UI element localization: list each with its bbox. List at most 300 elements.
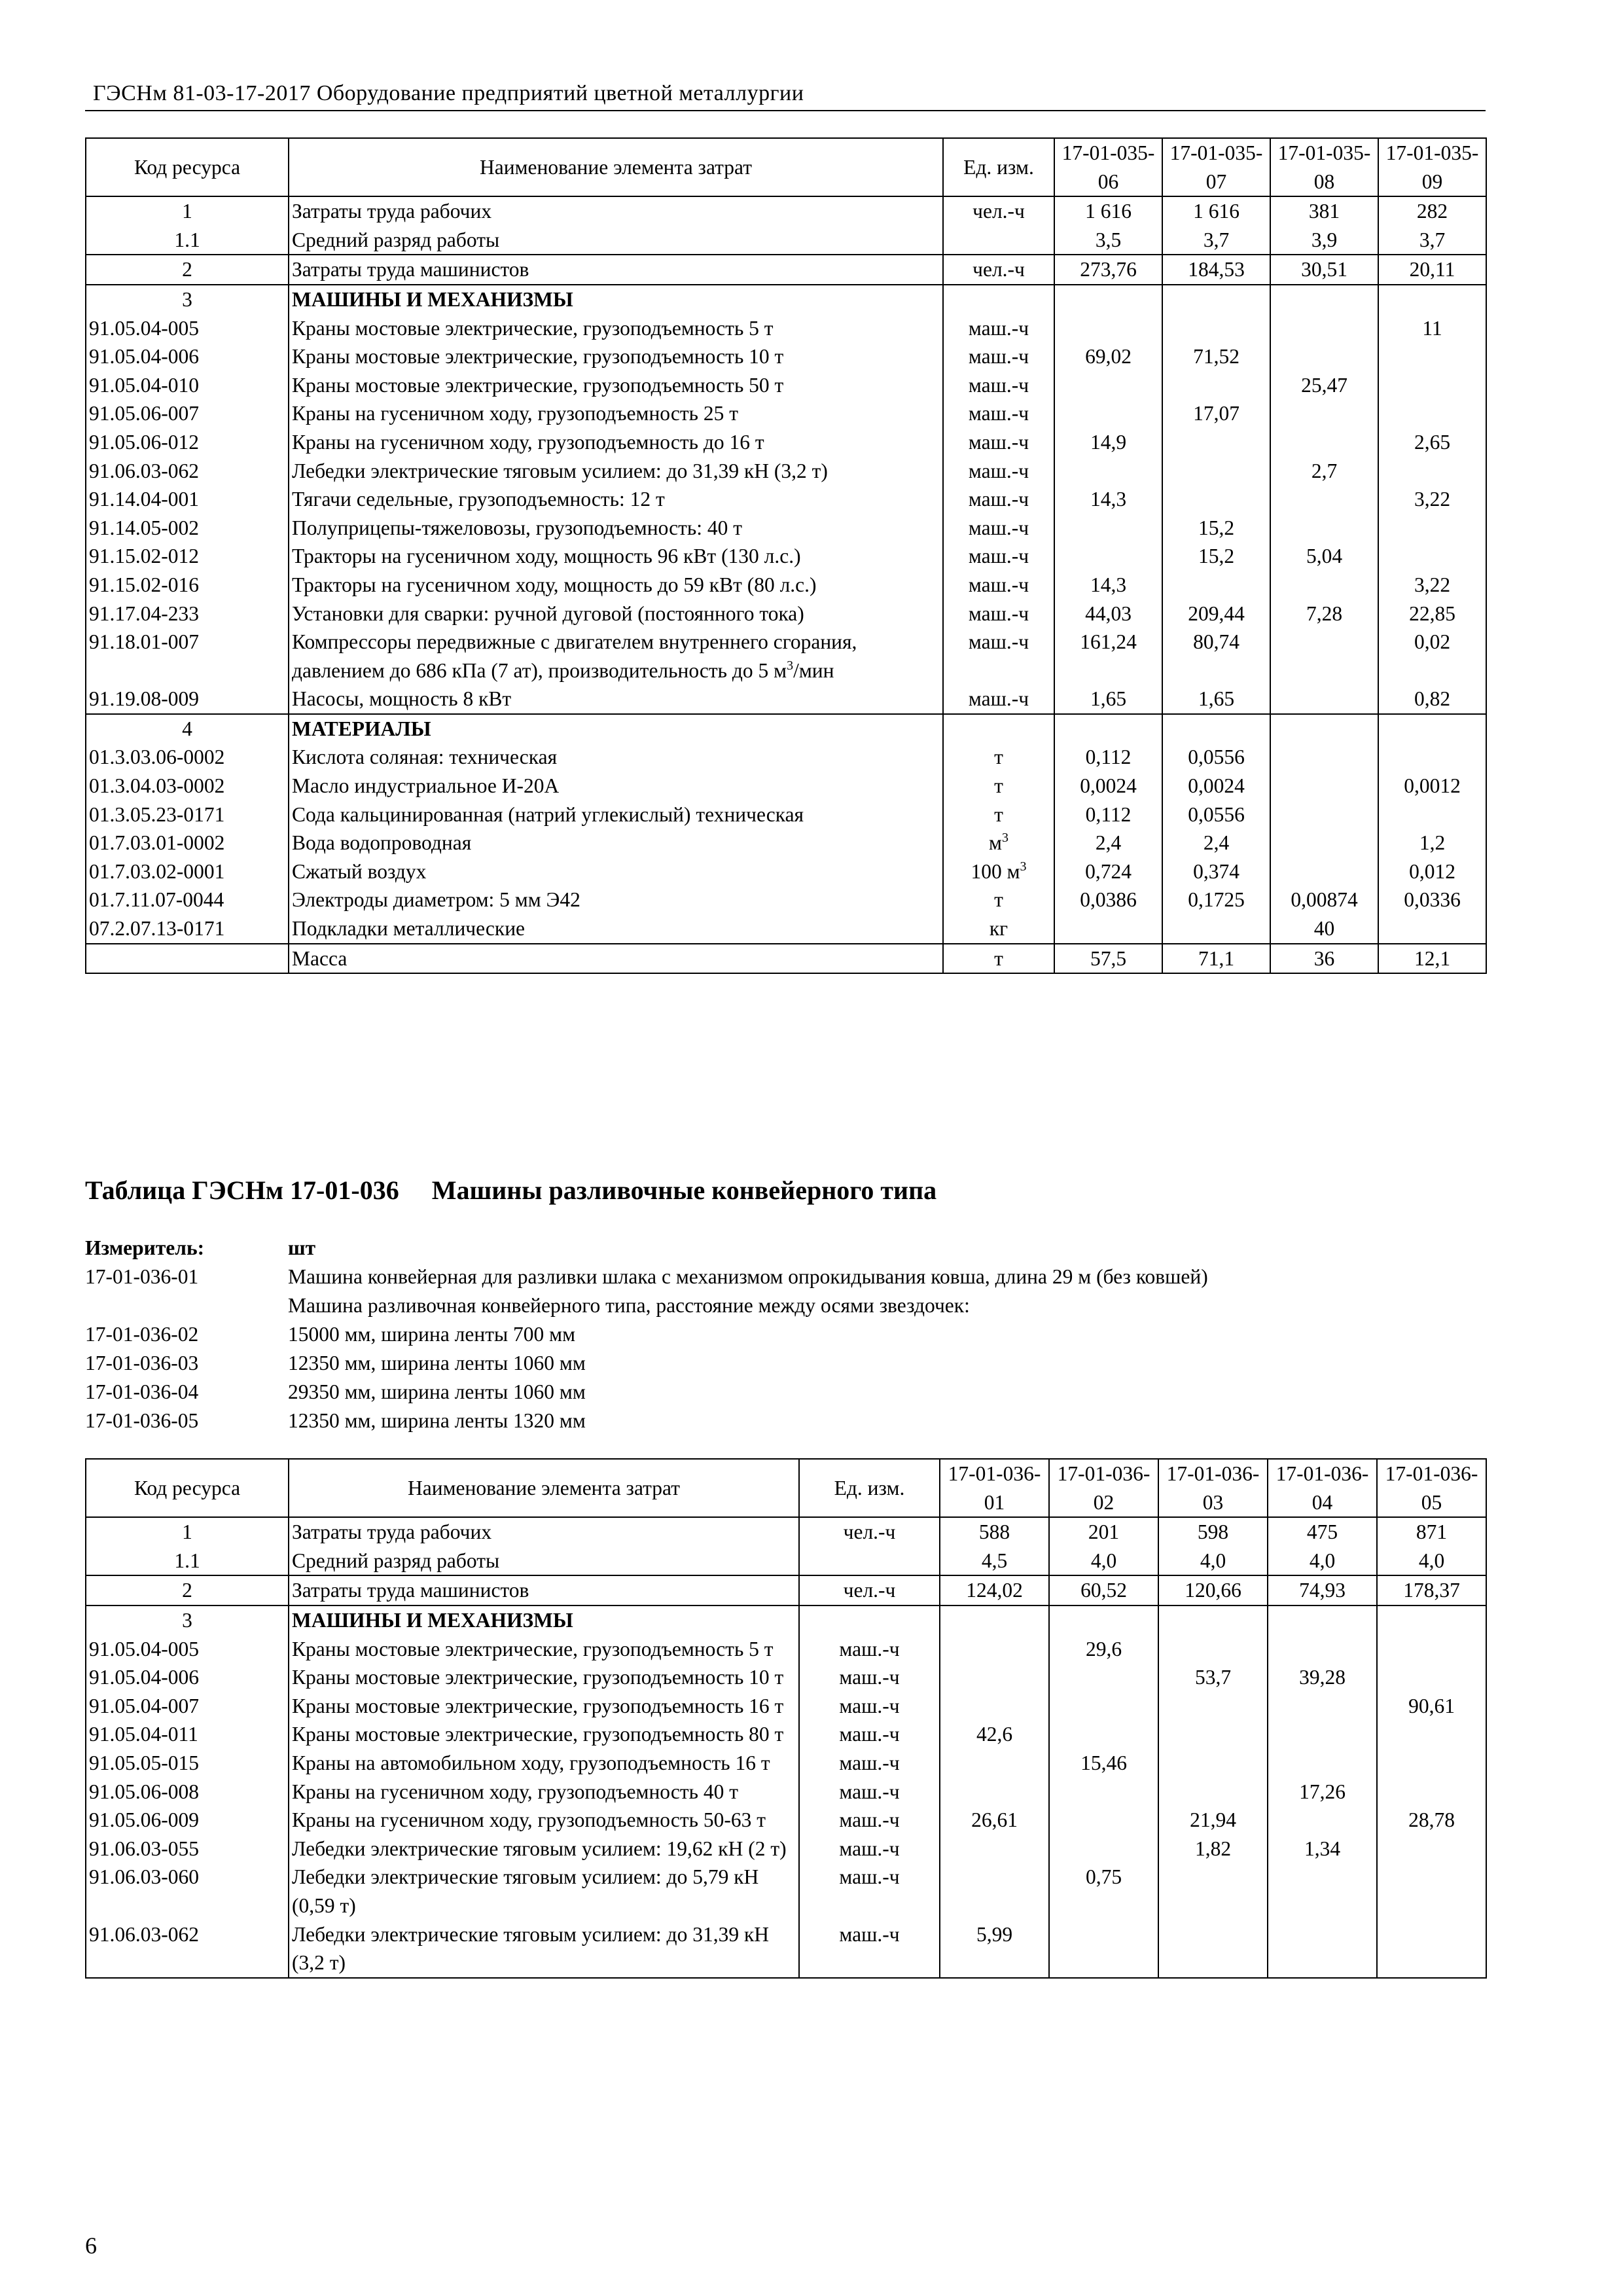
- norm-value: [1158, 1635, 1268, 1664]
- norm-value: [940, 1863, 1049, 1920]
- resource-code: 91.05.04-006: [86, 342, 289, 371]
- name-text: Затраты труда машинистов: [292, 1579, 529, 1602]
- cost-element-name: [289, 1635, 799, 1664]
- norm-value: 0,0012: [1378, 772, 1486, 800]
- unit-of-measure: [799, 1806, 940, 1835]
- norm-value: [1270, 628, 1378, 685]
- cost-element-name: [289, 1692, 799, 1721]
- header-norm-column: 17-01-036-01: [940, 1459, 1049, 1517]
- resource-code: 3: [86, 285, 289, 314]
- resource-code: 91.05.06-007: [86, 399, 289, 428]
- norm-value: 0,112: [1054, 743, 1162, 772]
- norm-value: [1049, 1806, 1158, 1835]
- unit-of-measure: [943, 772, 1054, 800]
- section-title: [85, 1175, 936, 1206]
- running-header-title: ГЭСНм 81-03-17-2017 Оборудование предприятий цветной металлургии: [93, 81, 804, 105]
- resource-code: 3: [86, 1605, 289, 1635]
- table-row: [86, 1547, 1486, 1576]
- cost-element-name: [289, 226, 943, 255]
- norm-value: 2,65: [1378, 428, 1486, 457]
- norm-value: 74,93: [1268, 1575, 1377, 1605]
- measure-row: [85, 1234, 1486, 1263]
- norm-value: 0,374: [1162, 857, 1270, 886]
- unit-text: чел.-ч: [972, 258, 1025, 281]
- table-row: [86, 399, 1486, 428]
- norm-value: 1 616: [1054, 196, 1162, 226]
- norm-value: [1378, 514, 1486, 543]
- unit-of-measure: [943, 600, 1054, 628]
- measure-item-code: 17-01-036-01: [85, 1265, 199, 1288]
- unit-text: маш.-ч: [968, 687, 1029, 711]
- norm-value: 381: [1270, 196, 1378, 226]
- norm-value: [1377, 1778, 1486, 1806]
- measure-item-code: 17-01-036-02: [85, 1323, 199, 1346]
- unit-of-measure: [799, 1778, 940, 1806]
- norm-value: 57,5: [1054, 944, 1162, 974]
- measure-item: [85, 1320, 1486, 1349]
- norm-value: [1162, 571, 1270, 600]
- unit-text: маш.-ч: [839, 1637, 900, 1660]
- norm-value: 1,82: [1158, 1835, 1268, 1863]
- name-text: Лебедки электрические тяговым усилием: 19,62 кН (2 т): [292, 1837, 787, 1860]
- unit-of-measure: [799, 1720, 940, 1749]
- unit-text: маш.-ч: [839, 1865, 900, 1889]
- name-text: Краны на гусеничном ходу, грузоподъемность 40 т: [292, 1780, 738, 1803]
- table-row: [86, 772, 1486, 800]
- norm-value: 1,2: [1378, 829, 1486, 857]
- unit-of-measure: [943, 743, 1054, 772]
- table-row: [86, 1920, 1486, 1978]
- norm-value: 0,02: [1378, 628, 1486, 685]
- unit-text: т: [994, 745, 1003, 769]
- norm-value: 40: [1270, 914, 1378, 944]
- norm-value: [1054, 542, 1162, 571]
- table-row: [86, 1749, 1486, 1778]
- norm-value: 0,0024: [1162, 772, 1270, 800]
- unit-of-measure: [799, 1605, 940, 1635]
- unit-text: маш.-ч: [968, 459, 1029, 482]
- norm-value: 4,0: [1049, 1547, 1158, 1576]
- header-resource-code: Код ресурса: [86, 138, 289, 196]
- header-norm-column: 17-01-036-03: [1158, 1459, 1268, 1517]
- norm-value: 273,76: [1054, 255, 1162, 285]
- norm-value: 4,0: [1377, 1547, 1486, 1576]
- norm-value: 120,66: [1158, 1575, 1268, 1605]
- table-row: [86, 685, 1486, 714]
- resource-code: 91.05.04-007: [86, 1692, 289, 1721]
- norm-value: 30,51: [1270, 255, 1378, 285]
- unit-of-measure: [799, 1575, 940, 1605]
- unit-text: т: [994, 946, 1003, 970]
- name-text: Краны на гусеничном ходу, грузоподъемность 25 т: [292, 402, 738, 425]
- cost-element-name: [289, 1575, 799, 1605]
- norm-value: 0,012: [1378, 857, 1486, 886]
- norm-value: [1158, 1920, 1268, 1978]
- norm-value: [1158, 1605, 1268, 1635]
- cost-element-name: [289, 1749, 799, 1778]
- norm-value: [1377, 1863, 1486, 1920]
- name-text: МАШИНЫ И МЕХАНИЗМЫ: [292, 287, 573, 311]
- norm-value: 3,7: [1162, 226, 1270, 255]
- norm-value: 4,5: [940, 1547, 1049, 1576]
- norm-value: [1378, 285, 1486, 314]
- norm-value: [1158, 1720, 1268, 1749]
- unit-text: т: [994, 888, 1003, 912]
- norm-value: [1054, 514, 1162, 543]
- resource-code: 01.7.11.07-0044: [86, 886, 289, 914]
- norm-value: [1054, 371, 1162, 400]
- norm-value: 80,74: [1162, 628, 1270, 685]
- unit-of-measure: [799, 1920, 940, 1978]
- unit-text: м: [989, 831, 1002, 855]
- norm-value: [1268, 1605, 1377, 1635]
- resource-code: 4: [86, 714, 289, 744]
- unit-of-measure: [799, 1835, 940, 1863]
- resource-code: 2: [86, 255, 289, 285]
- norm-value: [1158, 1692, 1268, 1721]
- measure-item-code: 17-01-036-05: [85, 1409, 199, 1432]
- header-norm-column: 17-01-035-07: [1162, 138, 1270, 196]
- cost-element-name: [289, 196, 943, 226]
- norm-value: [1377, 1720, 1486, 1749]
- resource-code: 01.7.03.01-0002: [86, 829, 289, 857]
- norm-value: [1378, 457, 1486, 486]
- table-row: [86, 914, 1486, 944]
- measure-item-text: Машина конвейерная для разливки шлака с механизмом опрокидывания ковша, длина 29 м (без ковшей): [288, 1265, 1208, 1288]
- resource-code: 91.06.03-055: [86, 1835, 289, 1863]
- norm-value: 17,26: [1268, 1778, 1377, 1806]
- norm-value: 201: [1049, 1517, 1158, 1547]
- table-row: [86, 1605, 1486, 1635]
- measure-item-text: 29350 мм, ширина ленты 1060 мм: [288, 1380, 586, 1403]
- norm-value: [940, 1635, 1049, 1664]
- unit-of-measure: [799, 1547, 940, 1576]
- norm-value: [1377, 1605, 1486, 1635]
- resource-code: 01.3.04.03-0002: [86, 772, 289, 800]
- measure-item-text: 15000 мм, ширина ленты 700 мм: [288, 1323, 576, 1346]
- norm-value: 3,7: [1378, 226, 1486, 255]
- cost-element-name: [289, 399, 943, 428]
- norm-value: [1049, 1920, 1158, 1978]
- norm-value: [1270, 428, 1378, 457]
- table-row: [86, 829, 1486, 857]
- table-row: [86, 1517, 1486, 1547]
- norm-value: [940, 1778, 1049, 1806]
- unit-of-measure: [943, 886, 1054, 914]
- norm-value: [1268, 1692, 1377, 1721]
- measure-item-text: Машина разливочная конвейерного типа, расстояние между осями звездочек:: [288, 1294, 970, 1317]
- superscript: 3: [787, 658, 794, 673]
- norm-value: 2,4: [1054, 829, 1162, 857]
- norm-value: [1270, 285, 1378, 314]
- norm-value: [1270, 342, 1378, 371]
- section-title-code: Таблица ГЭСНм 17-01-036: [85, 1175, 399, 1205]
- norm-value: 475: [1268, 1517, 1377, 1547]
- cost-element-name: [289, 285, 943, 314]
- table-row: [86, 485, 1486, 514]
- cost-element-name: [289, 1605, 799, 1635]
- cost-element-name: [289, 342, 943, 371]
- unit-text: т: [994, 802, 1003, 826]
- unit-text: маш.-ч: [968, 430, 1029, 454]
- norm-value: [1049, 1720, 1158, 1749]
- norm-value: 22,85: [1378, 600, 1486, 628]
- measure-unit: шт: [288, 1236, 316, 1259]
- table-row: [86, 457, 1486, 486]
- resource-code: 1: [86, 1517, 289, 1547]
- unit-of-measure: [943, 399, 1054, 428]
- cost-element-name: [289, 1920, 799, 1978]
- cost-element-name: [289, 1720, 799, 1749]
- table-row: [86, 714, 1486, 744]
- norm-value: [1270, 399, 1378, 428]
- norm-value: [1162, 457, 1270, 486]
- norm-value: [940, 1749, 1049, 1778]
- norm-value: [1162, 914, 1270, 944]
- header-norm-column: 17-01-036-04: [1268, 1459, 1377, 1517]
- norm-value: 69,02: [1054, 342, 1162, 371]
- resource-code: 91.05.06-009: [86, 1806, 289, 1835]
- cost-element-name: [289, 857, 943, 886]
- unit-text: маш.-ч: [968, 630, 1029, 654]
- norm-value: [1268, 1920, 1377, 1978]
- norm-value: 71,52: [1162, 342, 1270, 371]
- name-text: Подкладки металлические: [292, 917, 526, 941]
- norm-value: [1162, 285, 1270, 314]
- norm-value: 5,04: [1270, 542, 1378, 571]
- measure-item: [85, 1378, 1486, 1407]
- header-norm-column: 17-01-036-05: [1377, 1459, 1486, 1517]
- resource-code: 91.05.04-010: [86, 371, 289, 400]
- norm-value: 29,6: [1049, 1635, 1158, 1664]
- unit-text: маш.-ч: [839, 1808, 900, 1832]
- norm-value: [1054, 399, 1162, 428]
- name-text: Краны мостовые электрические, грузоподъемность 80 т: [292, 1723, 784, 1746]
- unit-text: чел.-ч: [843, 1579, 896, 1602]
- table-row: [86, 1778, 1486, 1806]
- name-text: Затраты труда рабочих: [292, 200, 492, 223]
- norm-value: 60,52: [1049, 1575, 1158, 1605]
- name-text: Средний разряд работы: [292, 1549, 500, 1572]
- norm-value: 44,03: [1054, 600, 1162, 628]
- table-row: [86, 1575, 1486, 1605]
- cost-element-name: [289, 1517, 799, 1547]
- resource-code: 91.14.05-002: [86, 514, 289, 543]
- norm-value: 184,53: [1162, 255, 1270, 285]
- unit-of-measure: [943, 914, 1054, 944]
- norm-value: [1377, 1749, 1486, 1778]
- norm-value: [1049, 1663, 1158, 1692]
- cost-element-name: [289, 485, 943, 514]
- norm-value: 124,02: [940, 1575, 1049, 1605]
- resource-code: 01.7.03.02-0001: [86, 857, 289, 886]
- name-text: Лебедки электрические тяговым усилием: до 31,39 кН (3,2 т): [292, 459, 828, 482]
- name-text: Краны мостовые электрические, грузоподъемность 5 т: [292, 1637, 774, 1660]
- resource-code: 1.1: [86, 226, 289, 255]
- norm-value: [1377, 1835, 1486, 1863]
- norm-value: 39,28: [1268, 1663, 1377, 1692]
- unit-of-measure: [799, 1863, 940, 1920]
- name-text: Кислота соляная: техническая: [292, 745, 558, 769]
- unit-of-measure: [943, 542, 1054, 571]
- norm-value: [1054, 314, 1162, 343]
- name-text: Тракторы на гусеничном ходу, мощность до 59 кВт (80 л.с.): [292, 573, 817, 596]
- unit-text: маш.-ч: [968, 402, 1029, 425]
- norm-value: [1270, 772, 1378, 800]
- table-row: [86, 285, 1486, 314]
- table-row: [86, 542, 1486, 571]
- name-text: МАШИНЫ И МЕХАНИЗМЫ: [292, 1608, 573, 1632]
- unit-text: маш.-ч: [968, 373, 1029, 397]
- name-text: Электроды диаметром: 5 мм Э42: [292, 888, 580, 912]
- resource-code: 91.05.05-015: [86, 1749, 289, 1778]
- norm-value: [1268, 1863, 1377, 1920]
- norm-value: 0,0386: [1054, 886, 1162, 914]
- norm-value: 0,75: [1049, 1863, 1158, 1920]
- cost-element-name: [289, 1806, 799, 1835]
- cost-element-name: [289, 457, 943, 486]
- norm-value: [1378, 914, 1486, 944]
- resource-code: 91.15.02-016: [86, 571, 289, 600]
- norm-value: [1049, 1605, 1158, 1635]
- norm-value: 0,0336: [1378, 886, 1486, 914]
- norm-value: 7,28: [1270, 600, 1378, 628]
- name-text: Средний разряд работы: [292, 228, 500, 251]
- header-cost-element-name: Наименование элемента затрат: [289, 138, 943, 196]
- unit-of-measure: [943, 428, 1054, 457]
- norm-value: [1377, 1920, 1486, 1978]
- cost-element-name: [289, 1835, 799, 1863]
- unit-of-measure: [943, 857, 1054, 886]
- name-text: Краны мостовые электрические, грузоподъемность 10 т: [292, 1666, 784, 1689]
- name-text: Компрессоры передвижные с двигателем внутреннего сгорания, давлением до 686 кПа (7 ат), производительность до 5 м: [292, 630, 857, 682]
- table-row: [86, 571, 1486, 600]
- unit-of-measure: [943, 829, 1054, 857]
- name-text: Полуприцепы-тяжеловозы, грузоподъемность: 40 т: [292, 516, 742, 539]
- norm-value: 42,6: [940, 1720, 1049, 1749]
- norm-value: 15,2: [1162, 542, 1270, 571]
- table-row: [86, 1863, 1486, 1920]
- norm-value: 14,9: [1054, 428, 1162, 457]
- unit-of-measure: [799, 1635, 940, 1664]
- norm-value: [1270, 714, 1378, 744]
- norm-value: 209,44: [1162, 600, 1270, 628]
- cost-element-name: [289, 371, 943, 400]
- norm-value: 71,1: [1162, 944, 1270, 974]
- resource-code: 91.06.03-062: [86, 457, 289, 486]
- unit-text: маш.-ч: [968, 345, 1029, 368]
- norm-value: 3,22: [1378, 571, 1486, 600]
- unit-text: маш.-ч: [839, 1666, 900, 1689]
- unit-of-measure: [943, 571, 1054, 600]
- resource-table-17-01-035: [85, 137, 1487, 974]
- unit-text: маш.-ч: [968, 516, 1029, 539]
- header-norm-column: 17-01-035-09: [1378, 138, 1486, 196]
- table-row: [86, 886, 1486, 914]
- norm-value: [1377, 1663, 1486, 1692]
- unit-text: маш.-ч: [968, 601, 1029, 625]
- measure-item: [85, 1263, 1486, 1291]
- cost-element-name: [289, 685, 943, 714]
- norm-value: [1158, 1863, 1268, 1920]
- norm-value: [1268, 1635, 1377, 1664]
- unit-of-measure: [943, 514, 1054, 543]
- norm-value: 3,9: [1270, 226, 1378, 255]
- norm-value: [1378, 542, 1486, 571]
- unit-of-measure: [943, 944, 1054, 974]
- resource-code: 91.17.04-233: [86, 600, 289, 628]
- unit-of-measure: [943, 285, 1054, 314]
- norm-value: [1158, 1778, 1268, 1806]
- cost-element-name: [289, 1547, 799, 1576]
- name-text: МАТЕРИАЛЫ: [292, 717, 431, 740]
- norm-value: [1270, 514, 1378, 543]
- norm-value: [1162, 314, 1270, 343]
- norm-value: 178,37: [1377, 1575, 1486, 1605]
- unit-of-measure: [943, 255, 1054, 285]
- norm-value: [1162, 714, 1270, 744]
- name-text: Краны мостовые электрические, грузоподъемность 5 т: [292, 316, 774, 340]
- norm-value: 4,0: [1158, 1547, 1268, 1576]
- norm-value: [1270, 829, 1378, 857]
- table-row: [86, 1720, 1486, 1749]
- resource-code: 1: [86, 196, 289, 226]
- resource-code: 91.15.02-012: [86, 542, 289, 571]
- norm-value: [1268, 1806, 1377, 1835]
- norm-value: [940, 1605, 1049, 1635]
- unit-of-measure: [943, 457, 1054, 486]
- resource-code: 91.05.04-006: [86, 1663, 289, 1692]
- unit-text: маш.-ч: [839, 1780, 900, 1803]
- header-cost-element-name: Наименование элемента затрат: [289, 1459, 799, 1517]
- unit-text: маш.-ч: [839, 1837, 900, 1860]
- resource-code: 1.1: [86, 1547, 289, 1576]
- measure-item-code: 17-01-036-04: [85, 1380, 199, 1403]
- resource-code: 91.06.03-060: [86, 1863, 289, 1920]
- unit-text: маш.-ч: [968, 545, 1029, 568]
- norm-value: 3,22: [1378, 485, 1486, 514]
- name-text: Насосы, мощность 8 кВт: [292, 687, 512, 711]
- norm-value: 26,61: [940, 1806, 1049, 1835]
- header-norm-column: 17-01-035-06: [1054, 138, 1162, 196]
- unit-text: маш.-ч: [839, 1922, 900, 1946]
- unit-of-measure: [943, 628, 1054, 685]
- cost-element-name: [289, 886, 943, 914]
- name-text: Затраты труда рабочих: [292, 1520, 492, 1544]
- unit-of-measure: [943, 342, 1054, 371]
- unit-text: маш.-ч: [839, 1751, 900, 1774]
- table-row: [86, 857, 1486, 886]
- norm-value: [1378, 800, 1486, 829]
- running-header: [85, 77, 1486, 111]
- cost-element-name: [289, 514, 943, 543]
- cost-element-name: [289, 1863, 799, 1920]
- norm-value: [1270, 857, 1378, 886]
- norm-value: [1054, 285, 1162, 314]
- norm-value: [940, 1663, 1049, 1692]
- unit-text: чел.-ч: [972, 200, 1025, 223]
- table-row: [86, 600, 1486, 628]
- table-row: [86, 1692, 1486, 1721]
- table-row: [86, 255, 1486, 285]
- norm-value: [1162, 428, 1270, 457]
- unit-text: 100 м: [971, 859, 1020, 883]
- name-text: Краны на гусеничном ходу, грузоподъемность 50-63 т: [292, 1808, 766, 1832]
- measure-item-code: 17-01-036-03: [85, 1352, 199, 1374]
- table-row: [86, 628, 1486, 685]
- cost-element-name: [289, 628, 943, 685]
- norm-value: 0,112: [1054, 800, 1162, 829]
